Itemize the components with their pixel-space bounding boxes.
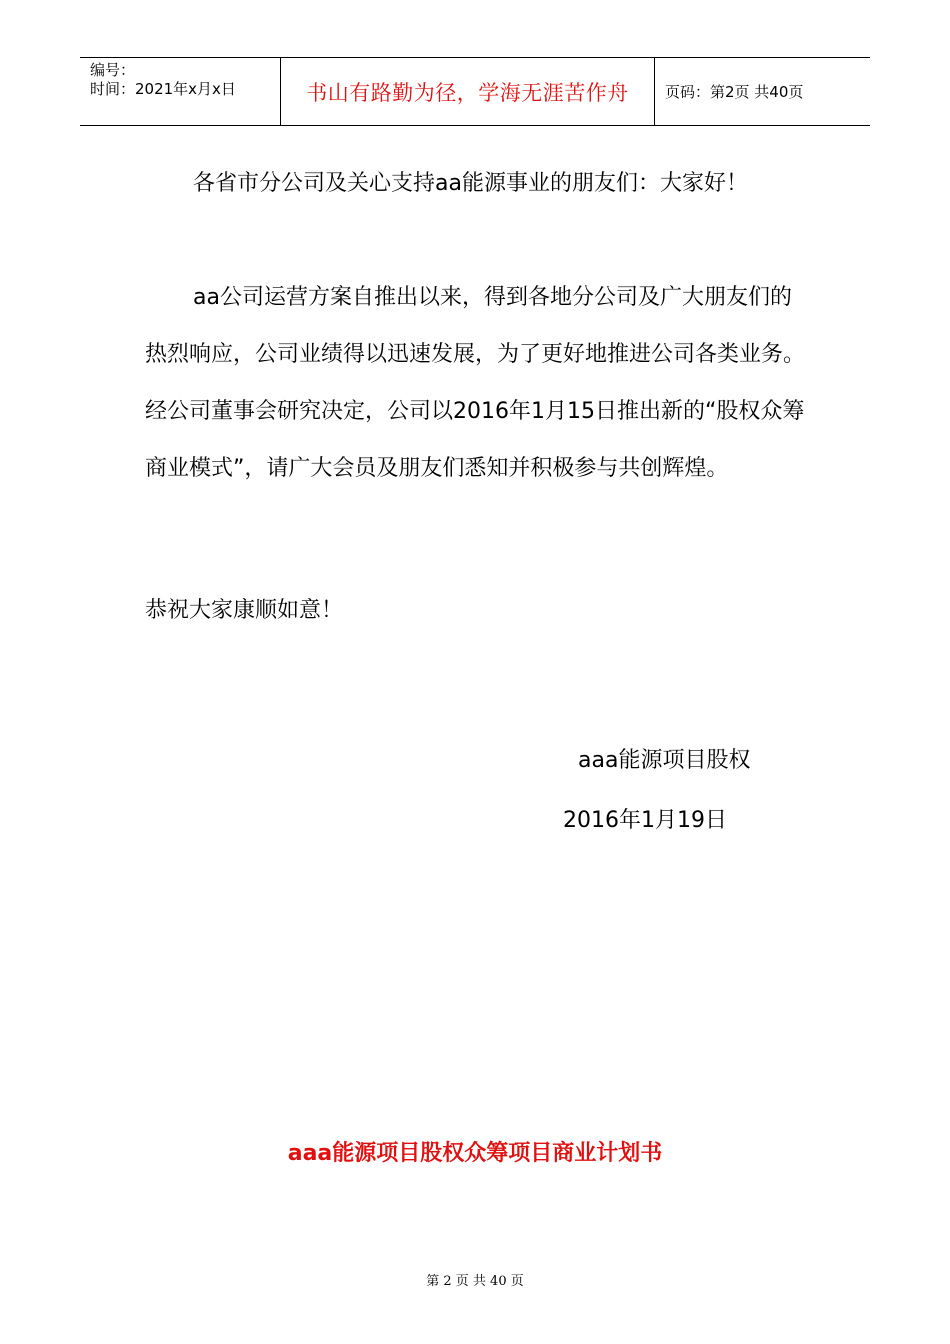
header-meta (80, 58, 281, 125)
signature-organization: aaa能源项目股权 (578, 748, 751, 773)
header-page-info: 页码：第2页 共40页 (665, 83, 804, 101)
page-footer: 第 2 页 共 40 页 (426, 1274, 524, 1289)
letter-paragraph-2: aa公司运营方案自推出以来，得到各地分公司及广大朋友们的热烈响应，公司业绩得以迅速发展，为了更好地推进公司各类业务。经公司董事会研究决定，公司以2016年1月15日推出新的“股权众筹商业模式”，请广大会员及朋友们悉知并积极参与共创辉煌。 (145, 285, 806, 481)
signature-date: 2016年1月19日 (563, 808, 727, 833)
header-time-label: 时间：2021年x月x日 (90, 80, 236, 98)
letter-paragraph-1: 各省市分公司及关心支持aa能源事业的朋友们：大家好！ (193, 171, 748, 196)
header-number-label: 编号： (90, 61, 136, 79)
header-motto: 书山有路勤为径，学海无涯苦作舟 (281, 58, 655, 125)
letter-greeting: 恭祝大家康顺如意！ (145, 598, 344, 623)
document-title: aaa能源项目股权众筹项目商业计划书 (287, 1141, 663, 1166)
page-header (80, 57, 870, 126)
